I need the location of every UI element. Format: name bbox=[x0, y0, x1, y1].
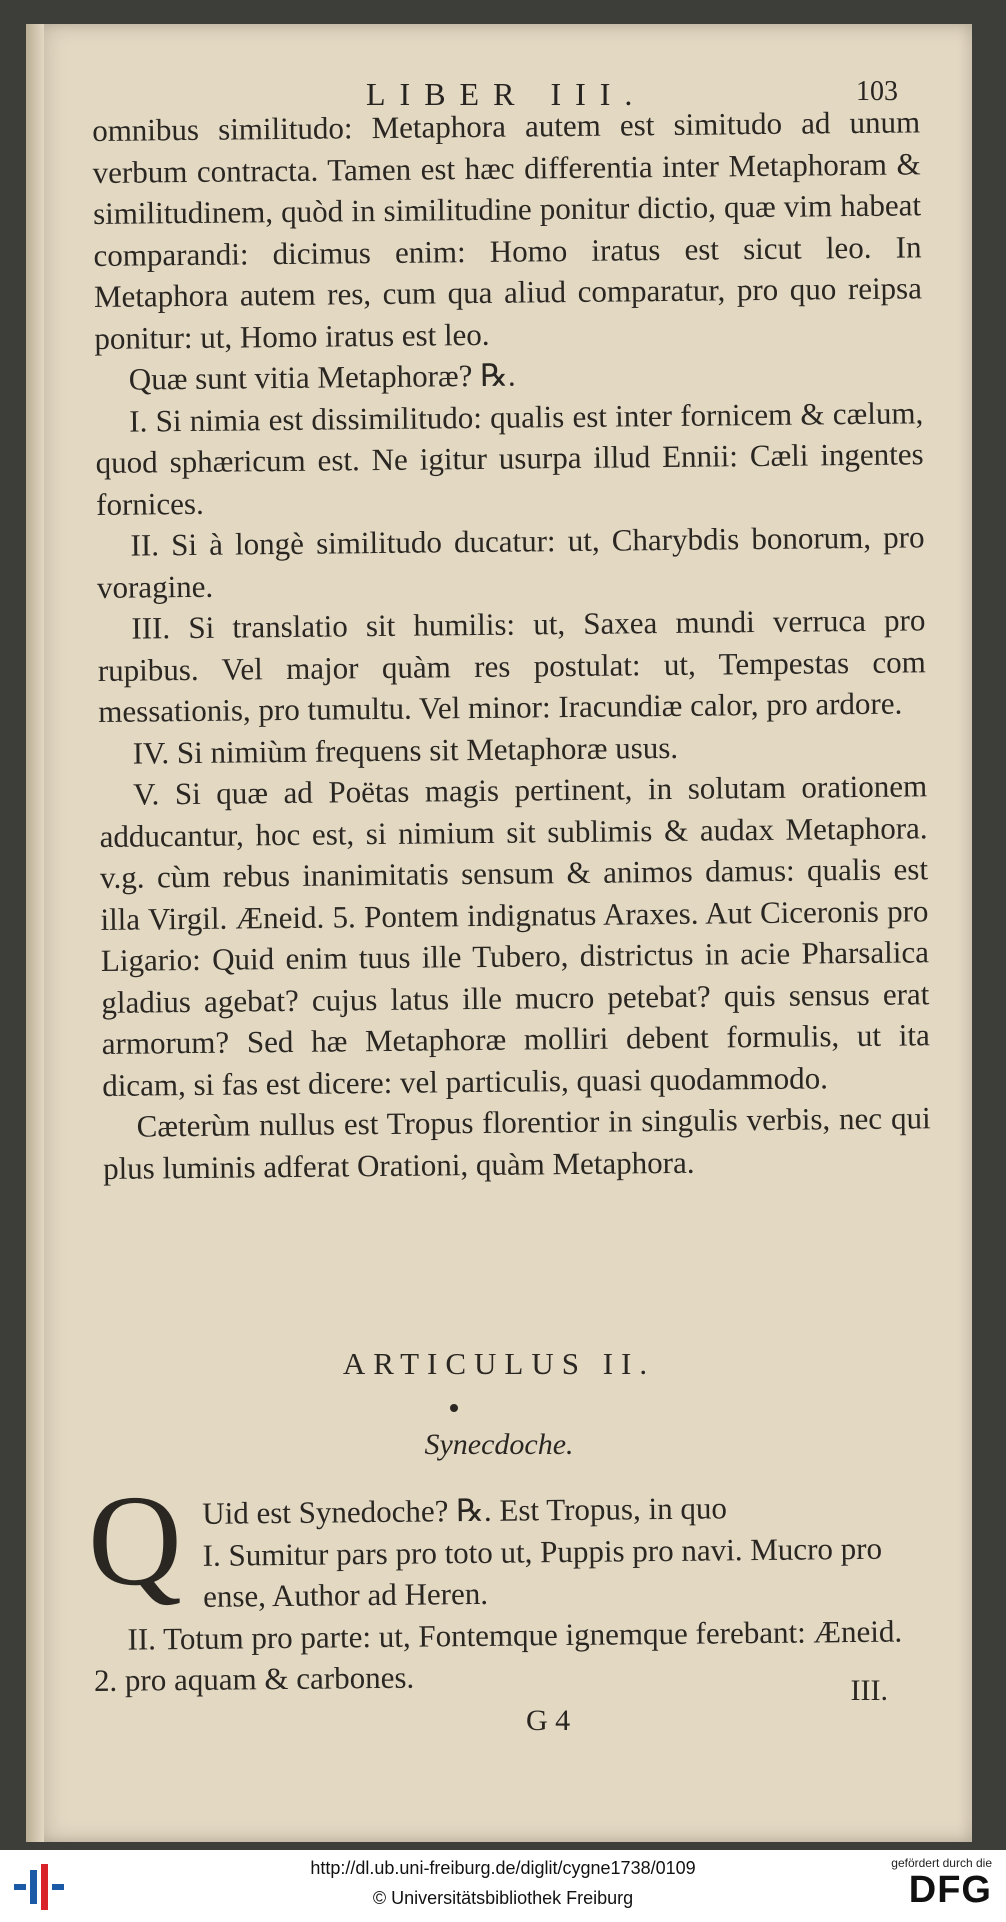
catchword: III. bbox=[850, 1674, 888, 1707]
running-head: LIBER III. bbox=[366, 76, 647, 112]
permalink[interactable]: http://dl.ub.uni-freiburg.de/diglit/cygne1738/0109 bbox=[310, 1858, 696, 1878]
article-heading: ARTICULUS II. bbox=[342, 1346, 656, 1381]
paragraph: V. Si quæ ad Poëtas magis pertinent, in solutam orationem adducantur, hoc est, si nimium sit sublimis & audax Metaphora. v.g. cùm rebus inanimitatis sensum & animos damus: qualis est illa Virgil. Æneid. 5. Pontem indignatus Araxes. Aut Ciceronis pro Ligario: Quid enim tuus ille Tubero, districtus in acie Pharsalica gladius agebat? cujus latus ille mucro petebat? quis sensus erat armorum? Sed hæ Metaphoræ molliri debent formulis, ut ita dicam, si fas est dicere: vel particulis, quasi quodammodo. bbox=[99, 768, 930, 1103]
body-text bbox=[92, 101, 931, 1189]
book-page bbox=[26, 24, 972, 1842]
funder-note: gefördert durch die bbox=[891, 1856, 992, 1870]
drop-cap: Q bbox=[88, 1469, 182, 1613]
page-gutter-shadow bbox=[26, 24, 44, 1842]
paragraph: omnibus similitudo: Metaphora autem est simitudo ad unum verbum contracta. Tamen est hæc differentia inter Metaphoram & similitudinem, quòd in similitudine ponitur dictio, quæ vim habeat comparandi: dicimus enim: Homo iratus est sicut leo. In Metaphora autem res, cum qua aliud comparatur, pro quo reipsa ponitur: ut, Homo iratus est leo. bbox=[92, 104, 923, 356]
copyright: © Universitätsbibliothek Freiburg bbox=[372, 1888, 634, 1908]
paragraph: II. Si à longè similitudo ducatur: ut, Charybdis bonorum, pro voragine. bbox=[96, 519, 925, 605]
text-line: II. Totum pro parte: ut, Fontemque ignemque ferebant: Æneid. 2. pro aquam & carbones. bbox=[93, 1613, 903, 1698]
section-title: Synecdoche. bbox=[424, 1428, 574, 1461]
paragraph: IV. Si nimiùm frequens sit Metaphoræ usus. bbox=[132, 729, 679, 771]
synecdoche-text bbox=[92, 1485, 922, 1701]
ornament-dot bbox=[450, 1404, 458, 1412]
text-line: Uid est Synedoche? ℞. Est Tropus, in quo bbox=[202, 1490, 728, 1531]
dfg-wordmark: DFG bbox=[908, 1869, 992, 1911]
footer-bar bbox=[0, 1850, 1006, 1922]
paragraph: III. Si translatio sit humilis: ut, Saxea mundi verruca pro rupibus. Vel major quàm res postulat: ut, Tempestas com messationis, pro tumultu. Vel minor: Iracundiæ calor, pro ardore. bbox=[97, 602, 927, 729]
paragraph: Quæ sunt vitia Metaphoræ? ℞. bbox=[128, 357, 516, 397]
paragraph: Cæterùm nullus est Tropus florentior in singulis verbis, nec qui plus luminis adferat Orationi, quàm Metaphora. bbox=[102, 1100, 931, 1186]
text-line: I. Sumitur pars pro toto ut, Puppis pro navi. Mucro pro ense, Author ad Heren. bbox=[202, 1530, 883, 1614]
signature-mark: G 4 bbox=[526, 1704, 571, 1737]
dfg-logo bbox=[882, 1856, 992, 1916]
paragraph: I. Si nimia est dissimilitudo: qualis est inter fornicem & cælum, quod sphæricum est. Ne igitur usurpa illud Ennii: Cæli ingentes fornices. bbox=[95, 394, 924, 522]
page-number: 103 bbox=[856, 76, 898, 107]
